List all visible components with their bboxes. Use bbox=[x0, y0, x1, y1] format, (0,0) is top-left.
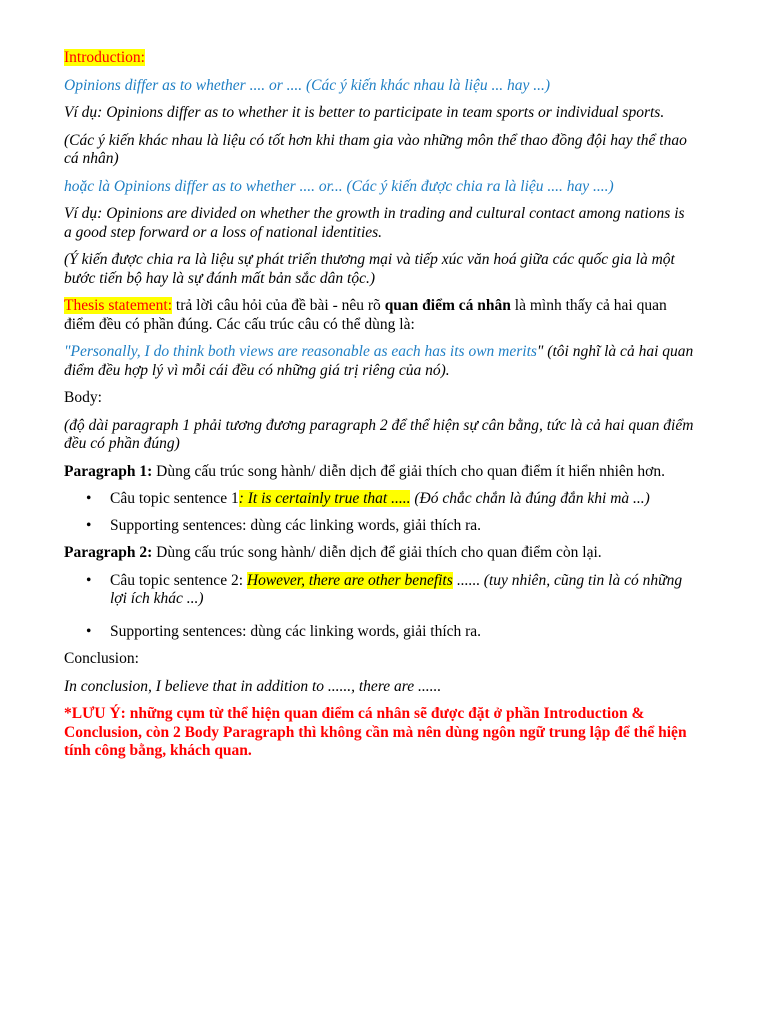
thesis-label: Thesis statement: bbox=[64, 297, 173, 314]
introduction-heading bbox=[64, 49, 696, 68]
paragraph-1-text: Dùng cấu trúc song hành/ diễn dịch để giải thích cho quan điểm ít hiển nhiên hơn. bbox=[152, 462, 665, 480]
thesis-paragraph bbox=[64, 297, 696, 334]
list-item bbox=[64, 490, 696, 509]
warning-note: *LƯU Ý: những cụm từ thể hiện quan điểm cá nhân sẽ được đặt ở phần Introduction & Conclusion, còn 2 Body Paragraph thì không cần mà nên dùng ngôn ngữ trung lập để thể hiện tính công bằng, khách quan. bbox=[64, 705, 687, 759]
paragraph-1 bbox=[64, 463, 696, 482]
intro-structure-1: Opinions differ as to whether .... or .... (Các ý kiến khác nhau là liệu ... hay ...) bbox=[64, 76, 551, 94]
topic-dots: ...... bbox=[452, 571, 484, 589]
body-note: (độ dài paragraph 1 phải tương đương paragraph 2 để thể hiện sự cân bằng, tức là cả hai quan điểm đều có phần đúng) bbox=[64, 416, 694, 452]
paragraph-2-label: Paragraph 2: bbox=[64, 544, 153, 561]
paragraph-2-text: Dùng cấu trúc song hành/ diễn dịch để giải thích cho quan điểm còn lại. bbox=[152, 544, 602, 561]
paragraph-1-label: Paragraph 1: bbox=[64, 462, 153, 480]
paragraph-2 bbox=[64, 544, 696, 563]
topic-translation: (Đó chắc chắn là đúng đắn khi mà ...) bbox=[410, 490, 650, 507]
intro-example-1-translation: (Các ý kiến khác nhau là liệu có tốt hơn khi tham gia vào những môn thể thao đồng đội hay thể thao cá nhân) bbox=[64, 131, 687, 167]
thesis-text-bold: quan điểm cá nhân bbox=[384, 297, 511, 314]
list-item bbox=[64, 517, 696, 536]
conclusion-heading: Conclusion: bbox=[64, 650, 139, 667]
intro-example-1 bbox=[64, 104, 696, 123]
example-text: Opinions are divided on whether the growth in trading and cultural contact among nations is a good step forward or a loss of national identities. bbox=[64, 205, 685, 241]
paragraph-1-list bbox=[64, 490, 696, 535]
intro-example-2 bbox=[64, 205, 696, 242]
supporting-text: Supporting sentences: dùng các linking words, giải thích ra. bbox=[110, 516, 482, 534]
topic-prefix: Câu topic sentence 2: bbox=[110, 571, 247, 589]
list-item bbox=[64, 572, 696, 609]
supporting-text: Supporting sentences: dùng các linking words, giải thích ra. bbox=[110, 622, 482, 640]
list-item bbox=[64, 623, 696, 642]
thesis-text-before: trả lời câu hỏi của đề bài - nêu rõ bbox=[172, 297, 385, 314]
introduction-label: Introduction: bbox=[64, 49, 145, 66]
topic-highlight: However, there are other benefits bbox=[246, 571, 453, 589]
intro-example-2-translation: (Ý kiến được chia ra là liệu sự phát triển thương mại và tiếp xúc văn hoá giữa các quốc gia là một bước tiến bộ hay là sự đánh mất bản sắc dân tộc.) bbox=[64, 251, 675, 287]
conclusion-text: In conclusion, I believe that in addition to ......, there are ...... bbox=[64, 677, 442, 695]
example-label: Ví dụ: bbox=[64, 205, 103, 222]
intro-structure-2: hoặc là Opinions differ as to whether .... or... (Các ý kiến được chia ra là liệu .... hay ....) bbox=[64, 177, 614, 195]
example-text: Opinions differ as to whether it is better to participate in team sports or individual sports. bbox=[102, 104, 665, 121]
thesis-translation: (tôi nghĩ là cả hai quan điểm đều hợp lý vì mỗi cái đều có những giá trị riêng của nó). bbox=[64, 343, 694, 379]
topic-prefix: Câu topic sentence 1 bbox=[110, 490, 239, 507]
thesis-quote-end: " bbox=[536, 343, 544, 360]
topic-highlight: : It is certainly true that ..... bbox=[238, 490, 411, 507]
thesis-text-after: là mình thấy cả hai quan điểm đều có phần đúng. Các cấu trúc câu có thể dùng là: bbox=[64, 297, 667, 333]
body-heading: Body: bbox=[64, 389, 102, 406]
thesis-quote: "Personally, I do think both views are reasonable as each has its own merits bbox=[64, 343, 537, 360]
thesis-quote-paragraph bbox=[64, 343, 696, 380]
example-label: Ví dụ: bbox=[64, 104, 103, 121]
topic-translation: (tuy nhiên, cũng tin là có những lợi ích khác ...) bbox=[110, 571, 683, 607]
paragraph-2-list bbox=[64, 572, 696, 642]
